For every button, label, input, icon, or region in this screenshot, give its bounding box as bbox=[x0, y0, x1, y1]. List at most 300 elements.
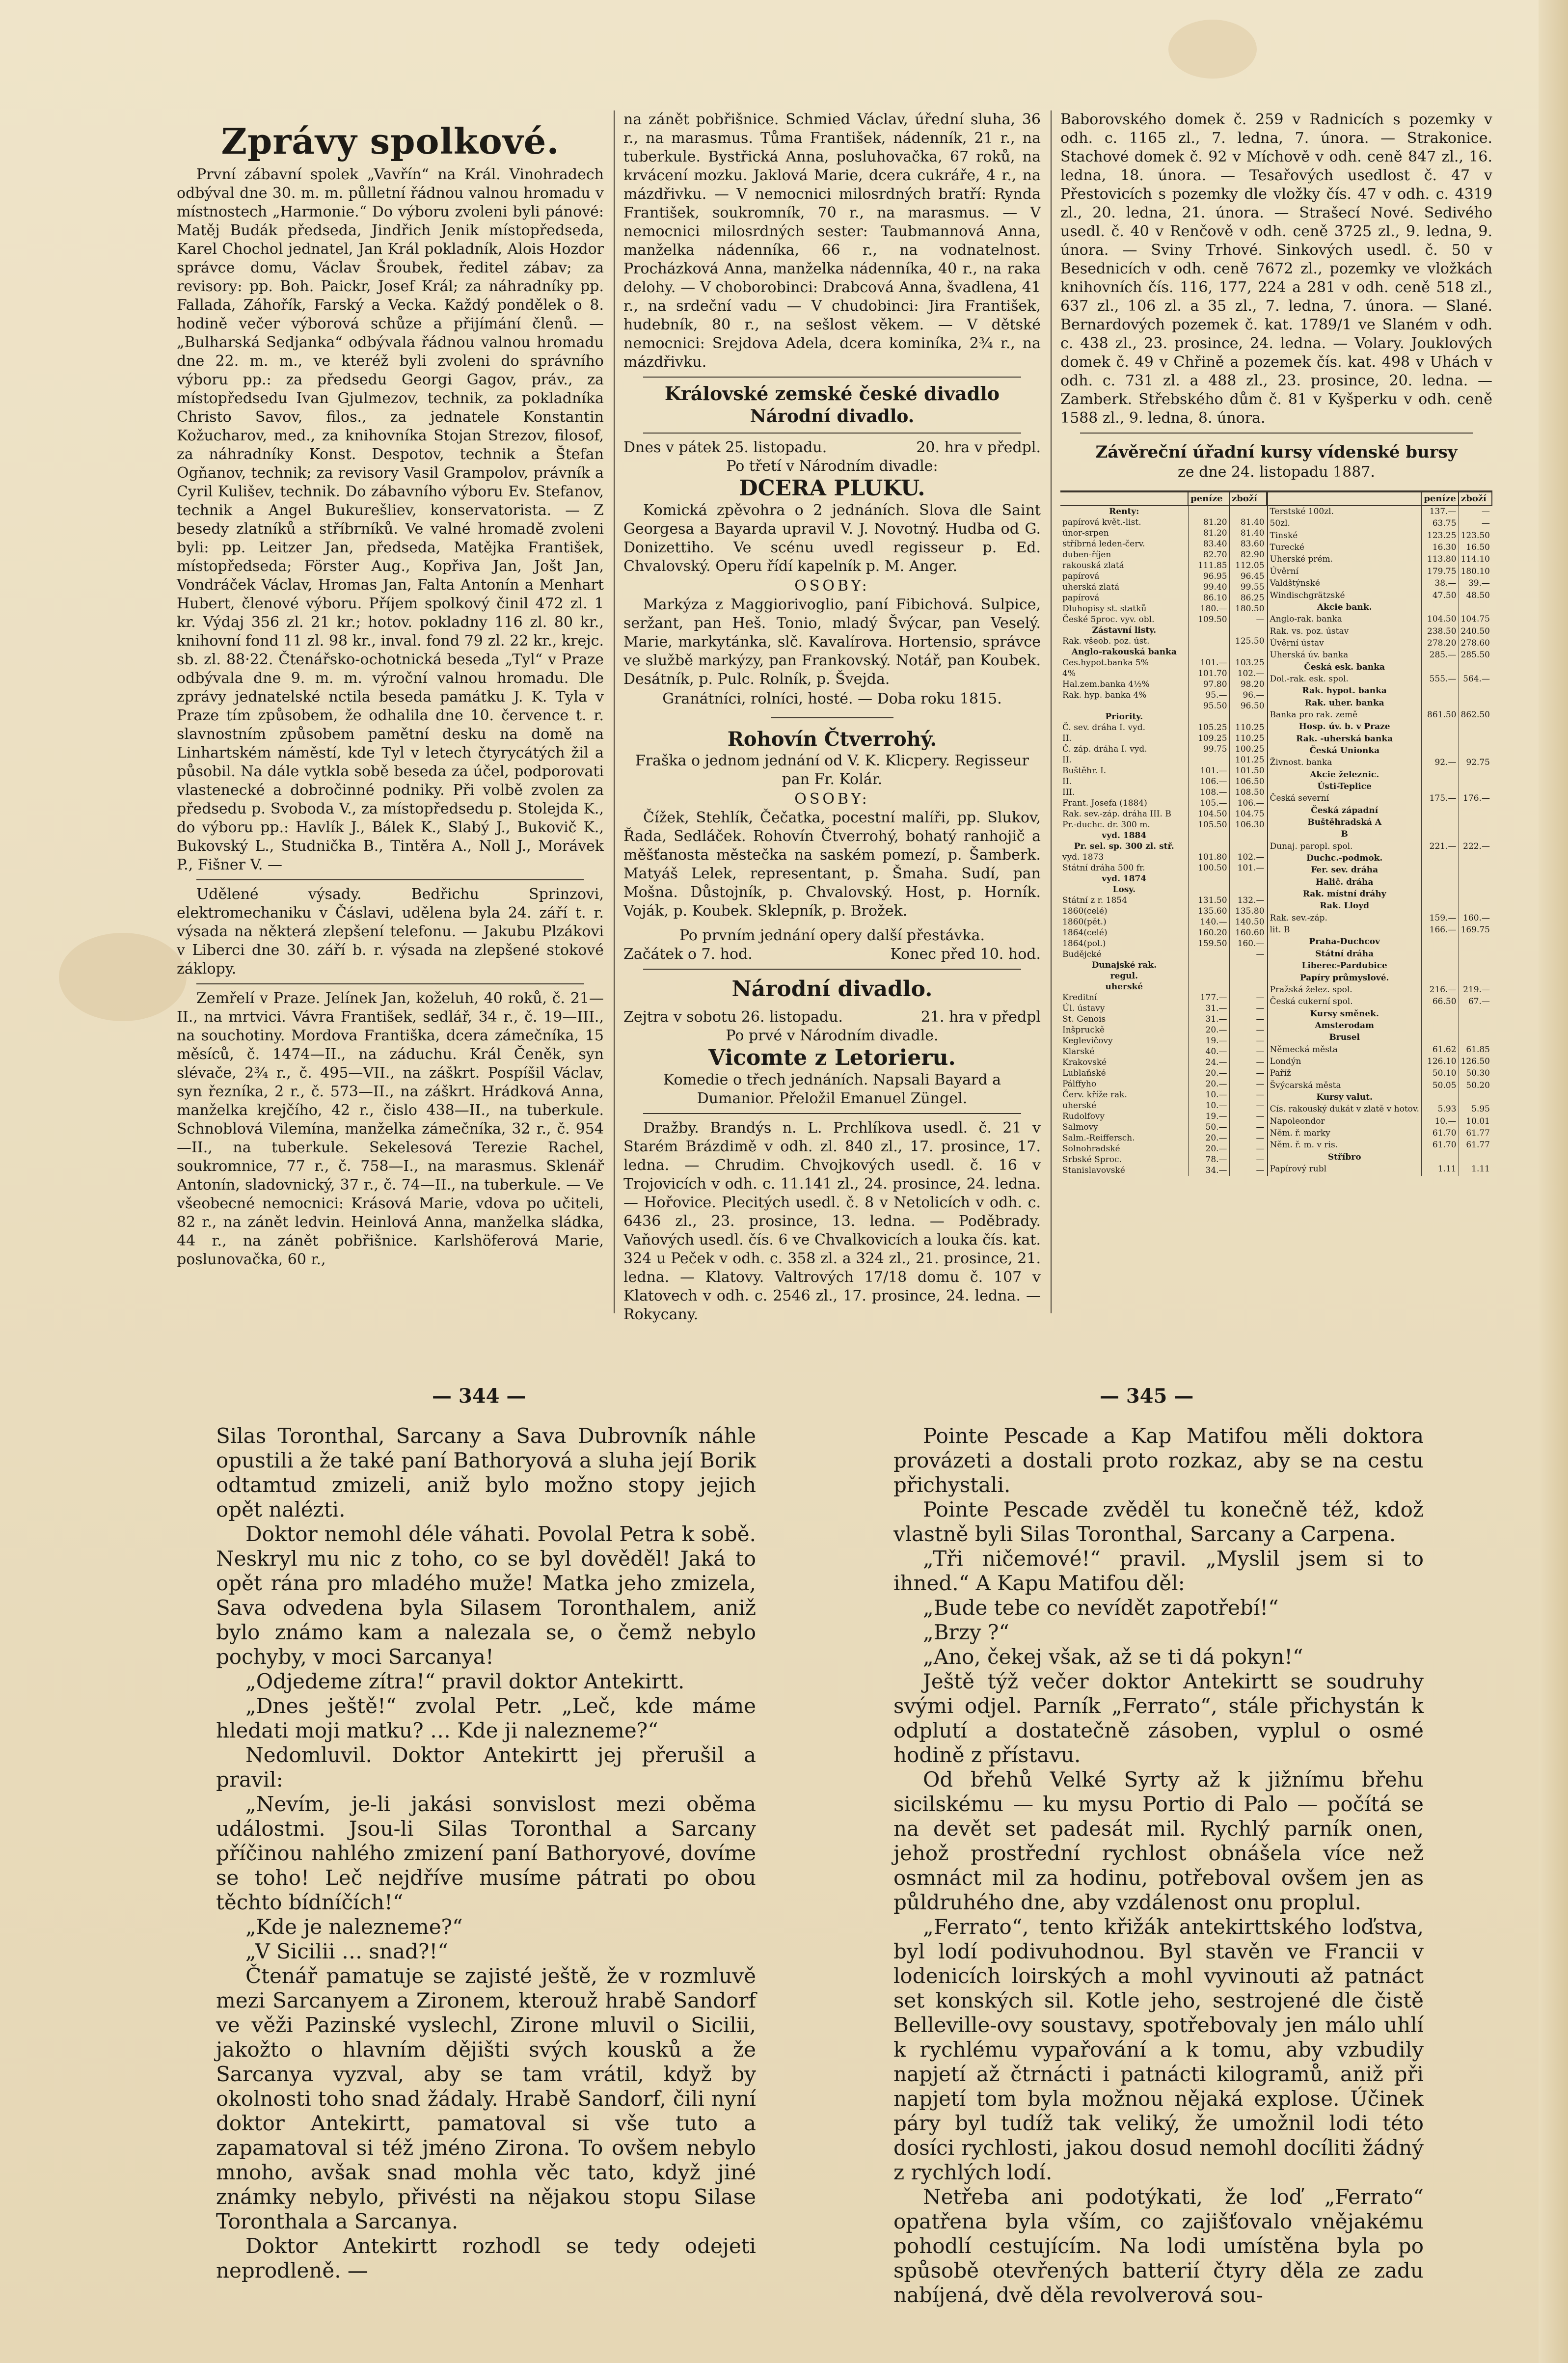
deaths-paragraph: Zemřelí v Praze. Jelínek Jan, koželuh, 40 roků, č. 21—II., na mrtvici. Vávra František, sedlář, 34 r., č. 19—III., na souchotiny. Mordova Františka, dcera zámečníka, 15 měsíců, č. 1474—II., na záduchu. Král Čeněk, syn slévače, 2¾ r., č. 495—VII., na záškrt. Pospíšil Václav, syn řezníka, 2 r., č. 573—II., na záškrt. Hrádková Anna, manželka krejčího, 42 r., čislo 438—II., na tuberkule. Schnoblová Vilemína, manželka zámečníka, 32 r., č. 954—II., na tuberkule. Sekelesová Terezie Rachel, soukromnice, 77 r., č. 758—I., na marasmus. Sklenář Antonín, sladovnický, 37 r., č. 74—II., na tuberkule. — Ve všeobecné nemocnici: Krásová Marie, vdova po učiteli, 82 r., na zánět ledvin. Heinlová Anna, manželka sládka, 44 r., na zánět pobřišnice. Karlshöferová Marie, poslunovačka, 60 r., bbox=[177, 990, 604, 1268]
exchange-row bbox=[1060, 798, 1267, 809]
exchange-goods-cell bbox=[1459, 1092, 1492, 1104]
column-exchange bbox=[1060, 110, 1492, 1313]
exchange-money-cell: 221.— bbox=[1421, 841, 1459, 853]
novel-paragraph: Doktor nemohl déle váhati. Povolal Petra k sobě. Neskryl mu nic z toho, co se byl dověděl! Jaká to opět rána pro mladého muže! Matka jeho zmizela, Sava odvedena byla Silasem Toronthalem, aniž bylo známo kam a nalezala se, o čemž nebylo pochyby, v moci Sarcanya! bbox=[216, 1522, 756, 1669]
exchange-goods-cell: 101.25 bbox=[1229, 755, 1266, 765]
exchange-row bbox=[1268, 733, 1492, 745]
exchange-label-cell: Zástavní listy. bbox=[1092, 625, 1157, 635]
divider bbox=[643, 433, 1021, 434]
exchange-goods-cell bbox=[1459, 733, 1492, 745]
exchange-label-cell: Keglevičovy bbox=[1062, 1036, 1113, 1046]
exchange-label-cell: Pr.-duchc. dr. 300 m. bbox=[1062, 820, 1150, 830]
auctions-paragraph: Dražby. Brandýs n. L. Prchlíkova usedl. č. 21 v Starém Brázdimě v odh. zl. 840 zl., 17. prosince, 17. ledna. — Chrudim. Chvojkových usedl. č. 16 v Trojovicích v odh. c. 11.141 zl., 24. prosince, 24. ledna. — Hořovice. Plecitých usedl. č. 8 v Netolicích v odh. c. 6436 zl., 23. prosince, 13. ledna. — Poděbrady. Vaňových usedl. čís. 6 ve Chvalkovicích a louka čís. kat. 324 u Peček v odh. c. 358 zl. a 324 zl., 21. prosince, 21. ledna. — Klatovy. Valtrových 17/18 domu č. 107 v Klatovech v odh. c. 2546 zl., 17. prosince, 24. ledna. — Rokycany. bbox=[623, 1119, 1041, 1323]
exchange-money-cell: 140.— bbox=[1188, 917, 1229, 927]
exchange-money-cell: 16.30 bbox=[1421, 542, 1459, 554]
exchange-label-cell: Rak. Lloyd bbox=[1320, 901, 1370, 911]
exchange-goods-cell bbox=[1459, 769, 1492, 781]
theatre-heading-2: Národní divadlo. bbox=[731, 977, 933, 1002]
performance-date: Dnes v pátek 25. listopadu. bbox=[623, 439, 827, 456]
exchange-label-cell: papírová bbox=[1062, 571, 1100, 581]
exchange-goods-cell: 180.50 bbox=[1229, 603, 1266, 614]
exchange-label-cell: papírová bbox=[1062, 593, 1100, 603]
novel-paragraph: „Kde je nalezneme?“ bbox=[245, 1915, 463, 1939]
exchange-money-cell: 101.80 bbox=[1188, 852, 1229, 863]
end-time: Konec před 10. hod. bbox=[890, 946, 1041, 963]
exchange-label-cell: Lublaňské bbox=[1062, 1068, 1106, 1078]
exchange-money-cell bbox=[1421, 817, 1459, 829]
exchange-label-cell: Salmovy bbox=[1062, 1122, 1098, 1132]
cast-list: Markýza z Maggiorivoglio, paní Fibichová. Sulpice, seržant, pan Heš. Tonio, mladý Švýcar, pan Veselý. Marie, markytánka, slč. Kavalírova. Hortensio, správce ve službě markýzy, pan Frankovský. Notář, pan Koubek. Desátník, p. Pulc. Rolník, p. Švejda. bbox=[623, 596, 1041, 688]
play-title-vicomte: Vicomte z Letorieru. bbox=[708, 1045, 956, 1070]
divider bbox=[196, 879, 584, 880]
exchange-table-right bbox=[1267, 491, 1492, 1176]
time-row bbox=[623, 945, 1041, 964]
exchange-goods-cell: 98.20 bbox=[1229, 679, 1266, 690]
exchange-row bbox=[1268, 542, 1492, 554]
exchange-money-cell: 238.50 bbox=[1421, 626, 1459, 638]
novel-paragraph: Ještě týž večer doktor Antekirtt se soudruhy svými odjel. Parník „Ferrato“, stále přichystán k odplutí a dostatečně zásoben, vyplul o osmé hodině z přístavu. bbox=[893, 1669, 1424, 1767]
exchange-goods-cell: 96.50 bbox=[1229, 701, 1266, 711]
exchange-label-cell: Česká cukerní spol. bbox=[1270, 997, 1353, 1007]
exchange-row bbox=[1060, 1100, 1267, 1111]
exchange-label-cell: Dunaj. paropl. spol. bbox=[1270, 841, 1353, 851]
exchange-goods-cell: 285.50 bbox=[1459, 650, 1492, 661]
exchange-row bbox=[1060, 1154, 1267, 1165]
exchange-row bbox=[1060, 1089, 1267, 1100]
exchange-goods-cell: 102.— bbox=[1229, 668, 1266, 679]
exchange-row bbox=[1060, 560, 1267, 571]
exchange-money-cell: 82.70 bbox=[1188, 549, 1229, 560]
exchange-goods-cell: 240.50 bbox=[1459, 626, 1492, 638]
exchange-row bbox=[1268, 949, 1492, 960]
exchange-goods-cell bbox=[1459, 805, 1492, 817]
exchange-row bbox=[1060, 549, 1267, 560]
exchange-goods-cell: 10.01 bbox=[1459, 1116, 1492, 1128]
exchange-money-cell bbox=[1421, 781, 1459, 793]
society-news-paragraph: První zábavní spolek „Vavřín“ na Král. Vinohradech odbýval dne 30. m. m. půlletní řádnou valnou hromadu v místnostech „Harmonie.“ Do výboru zvoleni byli pánové: Matěj Budák předseda, Jindřich Jenik místopředseda, Karel Chochol jednatel, Jan Král pokladník, Alois Hozdor správce domu, Václav Šroubek, ředitel zábav; za revisory: pp. Boh. Paickr, Josef Král; za náhradníky pp. Fallada, Záhořík, Farský a Vecka. Každý pondělek o 8. hodině večer výborová schůze a přijímání členů. — „Bulharská Sedjanka“ odbývala řádnou valnou hromadu dne 22. m. m., ve kteréž byli zvoleni do správního výboru pp.: za předsedu Georgi Gagov, práv., za místopředsedu Ivan Gjulmezov, technik, za pokladníka Christo Savov, filos., za jednatele Konstantin Kožucharov, med., za knihovníka Stojan Strezov, filosof, za náhradníky Konst. Despotov, technik a Štefan Ogňanov, technik; za revisory Vasil Grampolov, právník a Cyril Kulišev, technik. Do zábavního výboru Ev. Stefanov, technik a Angel Bukurešliev, konservatorista. — Z besedy zlatníků a stříbrníků. Ve valné hromadě zvoleni byli: pp. Leitzer Jan, předseda, Matějka František, místopředseda; Förster Aug., Kopřiva Jan, Jošt Jan, Vondráček Václav, Hromas Jan, Falta Antonín a Menhart Hubert, členové výboru. Příjem spolkový činil 472 zl. 1 kr. Výdaj 356 zl. 21 kr.; hotov. pokladny 116 zl. 80 kr., knihovní fond 11 zl. 98 kr., inval. fond 79 zl. 22 kr., krejc. sb. zl. 88·22. Čtenářsko-ochotnická beseda „Tyl“ v Praze odbývala dne 9. m. m. výroční valnou hromadu. Dle zprávy jednatelské nctila beseda památku J. K. Tyla v Praze tím způsobem, že odhalila dne 10. července t. r. slavnostním způsobem pamětní desku na domě na Linhartském náměstí, kde Tyl v letech čtyrycátých žil a působil. Na dále vytkla sobě beseda za účel, podporovati vlastenecké a dobročinné podniky. Při volbě zvolen za předsedu p. Svoboda V., za místopředsedu p. Stolejda K., do výboru pp.: Havlík J., Bálek K., Slabý J., Bukovič K., Bukovský L., Studnička B., Tintěra A., Noll J., Morávek P., Fišner V. — bbox=[177, 166, 604, 873]
exchange-money-cell bbox=[1188, 841, 1229, 852]
exchange-row bbox=[1268, 996, 1492, 1008]
exchange-goods-cell: — bbox=[1459, 518, 1492, 530]
cast-list: Čížek, Stehlík, Čečatka, pocestní malíři, pp. Slukov, Řada, Sedláček. Rohovín Čtverrohý, bohatý ranhojič a měšťanosta městečka na saském pomezí, p. Šamberk. Matyáš Lelek, representant, p. Šmaha. Sudí, pan Mošna. Důstojník, p. Chvalovský. Host, p. Horník. Voják, p. Koubek. Sklepník, p. Brožek. bbox=[623, 809, 1041, 920]
exchange-label-cell: Úvěrní bbox=[1270, 566, 1299, 576]
exchange-row bbox=[1268, 674, 1492, 685]
exchange-row bbox=[1268, 865, 1492, 876]
exchange-row bbox=[1268, 1044, 1492, 1056]
exchange-label-cell: Státní dráha bbox=[1315, 949, 1374, 959]
exchange-money-cell bbox=[1421, 1152, 1459, 1164]
exchange-row bbox=[1060, 765, 1267, 776]
exchange-money-cell: 20.— bbox=[1188, 1068, 1229, 1079]
exchange-money-cell: 104.50 bbox=[1188, 809, 1229, 819]
exchange-goods-cell bbox=[1459, 877, 1492, 889]
exchange-money-cell: 86.10 bbox=[1188, 593, 1229, 603]
exchange-money-cell: 106.— bbox=[1188, 776, 1229, 787]
exchange-money-cell: 61.62 bbox=[1421, 1044, 1459, 1056]
exchange-label-cell: Duchc.-podmok. bbox=[1306, 853, 1383, 864]
paper-stain bbox=[59, 933, 187, 1021]
exchange-row bbox=[1268, 817, 1492, 829]
exchange-label-cell: Halič. dráha bbox=[1315, 877, 1374, 887]
exchange-label-cell: Česká Unionka bbox=[1309, 745, 1380, 756]
exchange-goods-cell: — bbox=[1229, 1025, 1266, 1035]
exchange-label-cell: III. bbox=[1062, 788, 1075, 797]
exchange-label-cell: Solnohradské bbox=[1062, 1144, 1120, 1154]
exchange-row bbox=[1060, 582, 1267, 593]
exchange-goods-cell: 61.77 bbox=[1459, 1140, 1492, 1151]
exchange-goods-cell: — bbox=[1229, 1165, 1266, 1176]
exchange-row bbox=[1060, 992, 1267, 1003]
exchange-label-cell: Č. záp. dráha I. vyd. bbox=[1062, 744, 1147, 754]
divider bbox=[643, 1113, 1021, 1114]
exchange-goods-cell bbox=[1459, 936, 1492, 948]
exchange-label-cell: Rak. vs. poz. ústav bbox=[1270, 626, 1349, 636]
exchange-money-cell bbox=[1421, 960, 1459, 972]
exchange-goods-cell: 61.85 bbox=[1459, 1044, 1492, 1056]
exchange-goods-cell: 112.05 bbox=[1229, 560, 1266, 571]
exchange-row bbox=[1268, 984, 1492, 996]
exchange-goods-cell: — bbox=[1229, 1035, 1266, 1046]
exchange-goods-cell: 108.50 bbox=[1229, 787, 1266, 798]
exchange-label-cell: Dluhopisy st. statků bbox=[1062, 604, 1147, 614]
exchange-money-cell: 99.40 bbox=[1188, 582, 1229, 593]
exchange-row bbox=[1060, 1111, 1267, 1122]
exchange-label-cell: uherské bbox=[1062, 1101, 1097, 1111]
exchange-money-cell: 159.50 bbox=[1188, 938, 1229, 949]
exchange-goods-cell: 102.— bbox=[1229, 852, 1266, 863]
exchange-label-cell: stříbrná leden-červ. bbox=[1062, 539, 1145, 549]
exchange-label-cell: Červ. kříže rak. bbox=[1062, 1090, 1127, 1100]
exchange-label-cell: Rak. všeob. poz. úst. bbox=[1062, 636, 1150, 646]
exchange-label-cell: vyd. 1884 bbox=[1102, 831, 1147, 841]
exchange-goods-cell: — bbox=[1229, 992, 1266, 1003]
exchange-goods-cell: 123.50 bbox=[1459, 530, 1492, 542]
exchange-label-cell: II. bbox=[1062, 755, 1072, 765]
exchange-label-cell: Uherská úv. banka bbox=[1270, 650, 1349, 660]
exchange-row bbox=[1268, 602, 1492, 614]
exchange-money-cell: 95.— bbox=[1188, 690, 1229, 701]
exchange-goods-cell: 180.10 bbox=[1459, 566, 1492, 578]
exchange-row bbox=[1060, 863, 1267, 873]
play-description: Komedie o třech jednáních. Napsali Bayard a Dumanior. Přeložil Emanuel Züngel. bbox=[663, 1071, 1001, 1107]
exchange-label-cell: Renty: bbox=[1109, 507, 1139, 516]
exchange-label-cell: Anglo-rakouská banka bbox=[1071, 647, 1177, 657]
exchange-label-cell: Kursy valut. bbox=[1316, 1092, 1373, 1102]
exchange-goods-cell: 135.80 bbox=[1229, 906, 1266, 917]
exchange-goods-cell: 110.25 bbox=[1229, 722, 1266, 733]
novel-paragraph: „Tři ničemové!“ pravil. „Myslil jsem si to ihned.“ A Kapu Matifou děl: bbox=[893, 1547, 1424, 1595]
exchange-row bbox=[1060, 722, 1267, 733]
exchange-label-cell: Amsterodam bbox=[1315, 1020, 1374, 1031]
exchange-money-cell bbox=[1188, 971, 1229, 981]
exchange-row bbox=[1268, 973, 1492, 984]
exchange-label-cell: Něm. ř. marky bbox=[1270, 1128, 1330, 1138]
exchange-row bbox=[1060, 625, 1267, 636]
exchange-money-cell: 160.20 bbox=[1188, 927, 1229, 938]
exchange-goods-cell bbox=[1229, 971, 1266, 981]
exchange-goods-cell bbox=[1229, 830, 1266, 841]
exchange-money-cell bbox=[1421, 949, 1459, 960]
exchange-goods-cell: 140.50 bbox=[1229, 917, 1266, 927]
third-time-line: Po třetí v Národním divadle: bbox=[726, 458, 938, 475]
exchange-goods-cell: — bbox=[1229, 1133, 1266, 1143]
col-header-money: peníze bbox=[1188, 492, 1229, 506]
exchange-goods-cell bbox=[1229, 960, 1266, 971]
exchange-money-cell: 95.50 bbox=[1188, 701, 1229, 711]
exchange-money-cell: 5.93 bbox=[1421, 1104, 1459, 1115]
exchange-label-cell: Londýn bbox=[1270, 1056, 1301, 1066]
exchange-label-cell: Rudolfovy bbox=[1062, 1112, 1105, 1121]
exchange-label-cell: Kursy směnek. bbox=[1310, 1008, 1379, 1019]
exchange-money-cell bbox=[1421, 1032, 1459, 1044]
exchange-goods-cell bbox=[1459, 949, 1492, 960]
exchange-label-cell: Akcie bank. bbox=[1317, 602, 1372, 612]
exchange-label-cell: Dunajské rak. bbox=[1091, 960, 1157, 970]
novel-paragraph: Silas Toronthal, Sarcany a Sava Dubrovník náhle opustili a že také paní Bathoryová a sluha její Borik odtamtud zmizeli, aniž bylo možno stopy jejich opět nalézti. bbox=[216, 1424, 756, 1521]
divider bbox=[196, 983, 584, 984]
exchange-goods-cell bbox=[1459, 698, 1492, 709]
play-description: Komická zpěvohra o 2 jednáních. Slova dle Saint Georgesa a Bayarda upravil V. J. Novotný. Hudba od G. Donizettiho. Ve scénu uvedl regisseur p. Ed. Chvalovský. Operu řídí kapelník p. M. Anger. bbox=[623, 502, 1041, 575]
exchange-money-cell: 31.— bbox=[1188, 1014, 1229, 1025]
exchange-row bbox=[1268, 877, 1492, 889]
exchange-label-cell: Ústi-Teplice bbox=[1317, 782, 1372, 792]
exchange-money-cell: 123.25 bbox=[1421, 530, 1459, 542]
novel-paragraph: Doktor Antekirtt rozhodl se tedy odejeti neprodleně. — bbox=[216, 2234, 756, 2282]
deaths-continued: na zánět pobřišnice. Schmied Václav, úřední sluha, 36 r., na marasmus. Tůma František, nádenník, 21 r., na tuberkule. Bystřická Anna, posluhovačka, 67 roků, na krvácení mozku. Jaklová Marie, dcera cukráře, 4 r., na mázdřivku. — V nemocnici milosrdných bratří: Rynda František, soukromník, 70 r., na marasmus. — V nemocnici milosrdných sester: Taubmannová Anna, manželka nádenníka, 66 r., na vodnatelnost. Procházková Anna, manželka nádenníka, 40 r., na raka delohy. — V choborobinci: Drabcová Anna, švadlena, 41 r., na srdeční vadu — V chudobinci: Jira František, hudebník, 80 r., na sešlost věkem. — V dětské nemocnici: Srejdova Adela, dcera kominíka, 2¾ r., na mázdřivku. bbox=[623, 111, 1041, 371]
exchange-money-cell: 555.— bbox=[1421, 674, 1459, 685]
exchange-goods-cell bbox=[1229, 981, 1266, 992]
exchange-label-cell: Buštěhradská A bbox=[1307, 817, 1382, 828]
exchange-label-cell: Cís. rakouský dukát v zlatě v hotov. bbox=[1270, 1104, 1419, 1114]
exchange-label-cell: Papíry průmyslové. bbox=[1299, 973, 1389, 983]
exchange-row bbox=[1060, 701, 1267, 711]
exchange-row bbox=[1060, 960, 1267, 971]
divider bbox=[643, 969, 1021, 970]
exchange-row bbox=[1268, 1092, 1492, 1104]
exchange-goods-cell bbox=[1459, 781, 1492, 793]
exchange-row bbox=[1268, 757, 1492, 769]
exchange-label-cell: Napoleondor bbox=[1270, 1116, 1325, 1126]
exchange-row bbox=[1060, 711, 1267, 722]
exchange-label-cell: Něm. ř. m. v ris. bbox=[1270, 1140, 1338, 1150]
exchange-label-cell: Kreditní bbox=[1062, 993, 1097, 1003]
exchange-row bbox=[1268, 638, 1492, 650]
exchange-goods-cell: 862.50 bbox=[1459, 709, 1492, 721]
exchange-money-cell bbox=[1421, 685, 1459, 697]
exchange-goods-cell: — bbox=[1229, 1122, 1266, 1133]
exchange-row bbox=[1060, 809, 1267, 819]
exchange-row bbox=[1060, 733, 1267, 744]
exchange-money-cell: 61.70 bbox=[1421, 1128, 1459, 1140]
exchange-money-cell bbox=[1188, 625, 1229, 636]
exchange-row bbox=[1268, 530, 1492, 542]
extras-line: Granátníci, rolníci, hosté. — Doba roku 1815. bbox=[662, 690, 1002, 707]
exchange-goods-cell: — bbox=[1229, 614, 1266, 625]
exchange-money-cell bbox=[1188, 755, 1229, 765]
exchange-label-cell: regul. bbox=[1110, 971, 1138, 981]
exchange-money-cell: 131.50 bbox=[1188, 895, 1229, 906]
exchange-money-cell: 126.10 bbox=[1421, 1056, 1459, 1068]
exchange-money-cell: 135.60 bbox=[1188, 906, 1229, 917]
exchange-row bbox=[1268, 614, 1492, 625]
novel-paragraph: Pointe Pescade a Kap Matifou měli doktora provázeti a dostali proto rozkaz, aby se na cestu přichystali. bbox=[893, 1424, 1424, 1497]
exchange-goods-cell: 101.50 bbox=[1229, 765, 1266, 776]
exchange-money-cell: 10.— bbox=[1188, 1100, 1229, 1111]
exchange-label-cell: Buštěhr. I. bbox=[1062, 766, 1107, 776]
exchange-goods-cell: 219.— bbox=[1459, 984, 1492, 996]
exchange-row bbox=[1268, 805, 1492, 817]
exchange-row bbox=[1268, 781, 1492, 793]
exchange-row bbox=[1060, 528, 1267, 539]
start-time: Začátek o 7. hod. bbox=[623, 946, 753, 963]
exchange-row bbox=[1060, 927, 1267, 938]
play-title-rohovin: Rohovín Čtverrohý. bbox=[727, 728, 937, 751]
exchange-label-cell: Terstské 100zl. bbox=[1270, 507, 1334, 516]
exchange-row bbox=[1268, 829, 1492, 841]
exchange-goods-cell bbox=[1459, 853, 1492, 865]
exchange-row bbox=[1268, 1128, 1492, 1140]
exchange-goods-cell: 564.— bbox=[1459, 674, 1492, 685]
exchange-label-cell: Salm.-Reiffersch. bbox=[1062, 1133, 1135, 1143]
novel-paragraph: Od břehů Velké Syrty až k jižnímu břehu sicilskému — ku mysu Portio di Palo — počítá se na devět set padesát mil. Rychlý parník onen, jehož prostřední rychlost obnášela více než osmnáct mil za hodinu, potřeboval ovšem jen as půldruhého dne, aby vzdálenost onu proplul. bbox=[893, 1767, 1424, 1914]
exchange-money-cell bbox=[1188, 636, 1229, 647]
exchange-money-cell: 108.— bbox=[1188, 787, 1229, 798]
exchange-money-cell bbox=[1421, 662, 1459, 674]
exchange-label-cell: únor-srpen bbox=[1062, 528, 1109, 538]
exchange-money-cell bbox=[1421, 973, 1459, 984]
exchange-money-cell: 61.70 bbox=[1421, 1140, 1459, 1151]
exchange-label-cell: Tinské bbox=[1270, 530, 1298, 541]
exchange-row bbox=[1060, 841, 1267, 852]
exchange-goods-cell bbox=[1459, 685, 1492, 697]
exchange-money-cell: 179.75 bbox=[1421, 566, 1459, 578]
exchange-goods-cell bbox=[1229, 841, 1266, 852]
exchange-money-cell: 97.80 bbox=[1188, 679, 1229, 690]
exchange-goods-cell bbox=[1229, 647, 1266, 657]
exchange-row bbox=[1268, 554, 1492, 566]
exchange-label-cell: vyd. 1873 bbox=[1062, 852, 1104, 862]
exchange-money-cell bbox=[1421, 1092, 1459, 1104]
exchange-money-cell: 104.50 bbox=[1421, 614, 1459, 625]
exchange-money-cell: 177.— bbox=[1188, 992, 1229, 1003]
novel-paragraph: Čtenář pamatuje se zajisté ještě, že v rozmluvě mezi Sarcanyem a Zironem, kterouž hrabě Sandorf ve věži Pazinské vyslechl, Zirone mluvil o Sicilii, jakožto o hlavním dějišti svých kousků a že Sarcanya vyzval, aby se tam vrátil, když by okolnosti toho snad žádaly. Hrabě Sandorf, čili nyní doktor Antekirtt, pamatoval si vše tuto a zapamatoval si též jméno Zirona. To ovšem nebylo mnoho, avšak snad mohla věc tato, když jiné známky nebylo, přivésti na nějakou stopu Silase Toronthala a Sarcanya. bbox=[216, 1964, 756, 2233]
exchange-goods-cell: — bbox=[1229, 1068, 1266, 1079]
exchange-goods-cell: 50.20 bbox=[1459, 1080, 1492, 1092]
exchange-goods-cell: 83.60 bbox=[1229, 539, 1266, 549]
exchange-row bbox=[1060, 614, 1267, 625]
exchange-row bbox=[1268, 566, 1492, 578]
exchange-money-cell: 81.20 bbox=[1188, 528, 1229, 539]
exchange-row bbox=[1268, 793, 1492, 805]
exchange-label-cell: 4% bbox=[1062, 669, 1076, 679]
exchange-money-cell bbox=[1421, 698, 1459, 709]
exchange-money-cell bbox=[1421, 769, 1459, 781]
performance-date-row bbox=[623, 438, 1041, 457]
exchange-money-cell bbox=[1188, 647, 1229, 657]
exchange-money-cell bbox=[1421, 805, 1459, 817]
exchange-goods-cell: 81.40 bbox=[1229, 517, 1266, 528]
exchange-label-cell: Inšpruckě bbox=[1062, 1025, 1105, 1035]
exchange-money-cell: 20.— bbox=[1188, 1133, 1229, 1143]
exchange-row bbox=[1268, 841, 1492, 853]
exchange-goods-cell: 160.60 bbox=[1229, 927, 1266, 938]
exchange-goods-cell: 39.— bbox=[1459, 578, 1492, 590]
theatre-heading: Královské zemské české divadlo bbox=[664, 382, 1000, 405]
exchange-label-cell: Státní z r. 1854 bbox=[1062, 896, 1127, 905]
exchange-goods-cell bbox=[1459, 973, 1492, 984]
exchange-label-cell: 1860(celé) bbox=[1062, 906, 1108, 916]
novel-paragraph: „Brzy ?“ bbox=[923, 1620, 1009, 1644]
exchange-label-cell: Rak. hypot. banka bbox=[1302, 686, 1387, 696]
exchange-goods-cell bbox=[1229, 711, 1266, 722]
performance-date: Zejtra v sobotu 26. listopadu. bbox=[623, 1008, 843, 1026]
exchange-goods-cell: — bbox=[1229, 1014, 1266, 1025]
exchange-label-cell bbox=[1060, 701, 1188, 711]
exchange-label-cell: Valdštýnské bbox=[1270, 578, 1320, 589]
exchange-money-cell bbox=[1188, 506, 1229, 517]
exchange-money-cell: 101.70 bbox=[1188, 668, 1229, 679]
exchange-goods-cell: — bbox=[1229, 1100, 1266, 1111]
exchange-money-cell: 24.— bbox=[1188, 1057, 1229, 1068]
subscription-number: 20. hra v předpl. bbox=[916, 439, 1041, 456]
exchange-label-cell: Česká severní bbox=[1270, 793, 1329, 804]
exchange-label-cell: Ces.hypot.banka 5% bbox=[1062, 658, 1149, 668]
exchange-money-cell: 109.50 bbox=[1188, 614, 1229, 625]
exchange-row bbox=[1060, 1035, 1267, 1046]
exchange-money-cell: 50.05 bbox=[1421, 1080, 1459, 1092]
exchange-goods-cell: 86.25 bbox=[1229, 593, 1266, 603]
exchange-money-cell: 47.50 bbox=[1421, 590, 1459, 602]
exchange-row bbox=[1060, 981, 1267, 992]
exchange-goods-cell: 104.75 bbox=[1459, 614, 1492, 625]
exchange-row bbox=[1060, 755, 1267, 765]
exchange-money-cell: 100.50 bbox=[1188, 863, 1229, 873]
exchange-goods-cell: 16.50 bbox=[1459, 542, 1492, 554]
exchange-goods-cell: 5.95 bbox=[1459, 1104, 1492, 1115]
exchange-goods-cell: 67.— bbox=[1459, 996, 1492, 1008]
exchange-row bbox=[1060, 895, 1267, 906]
exchange-row bbox=[1060, 1046, 1267, 1057]
exchange-row bbox=[1060, 873, 1267, 884]
exchange-label-cell: Č. sev. dráha I. vyd. bbox=[1062, 723, 1146, 733]
exchange-money-cell: 83.40 bbox=[1188, 539, 1229, 549]
novel-paragraph: „Dnes ještě!“ zvolal Petr. „Leč, kde máme hledati moji matku? … Kde ji nalezneme?“ bbox=[216, 1694, 756, 1742]
exchange-row bbox=[1268, 1116, 1492, 1128]
exchange-row bbox=[1268, 709, 1492, 721]
exchange-row bbox=[1060, 1143, 1267, 1154]
exchange-goods-cell: 48.50 bbox=[1459, 590, 1492, 602]
exchange-label-cell: Turecké bbox=[1270, 543, 1304, 553]
exchange-goods-cell bbox=[1459, 960, 1492, 972]
exchange-goods-cell bbox=[1459, 889, 1492, 900]
exchange-money-cell: 92.— bbox=[1421, 757, 1459, 769]
novel-paragraph: „V Sicilii … snad?!“ bbox=[245, 1939, 448, 1963]
exchange-label-cell: Hal.zem.banka 4½% bbox=[1062, 679, 1150, 689]
exchange-label-cell: Papírový rubl bbox=[1270, 1164, 1327, 1174]
exchange-row bbox=[1060, 776, 1267, 787]
exchange-label-cell: České 5proc. vyv. obl. bbox=[1062, 615, 1155, 625]
exchange-goods-cell: 99.55 bbox=[1229, 582, 1266, 593]
exchange-row bbox=[1060, 603, 1267, 614]
exchange-label-cell: Pražská želez. spol. bbox=[1270, 984, 1352, 995]
exchange-money-cell: 861.50 bbox=[1421, 709, 1459, 721]
exchange-label-cell: Priority. bbox=[1105, 712, 1143, 722]
exchange-label-cell: 50zl. bbox=[1270, 518, 1290, 529]
exchange-row bbox=[1060, 971, 1267, 981]
exchange-label-cell: Brusel bbox=[1329, 1032, 1360, 1043]
exchange-goods-cell bbox=[1459, 817, 1492, 829]
exchange-goods-cell: — bbox=[1229, 1089, 1266, 1100]
